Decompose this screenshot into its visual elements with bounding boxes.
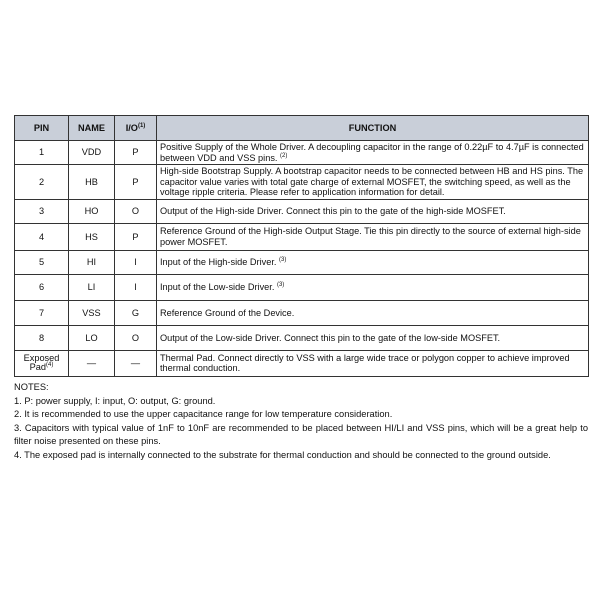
pin-number: 8 <box>15 325 69 350</box>
pin-function <box>157 199 589 223</box>
pin-function-text: Reference Ground of the Device. <box>160 307 295 318</box>
pin-description-page <box>14 115 588 463</box>
pin-number: 6 <box>15 274 69 300</box>
pin-name: HS <box>69 223 115 250</box>
notes-title: NOTES: <box>14 381 49 392</box>
pin-function-text: Thermal Pad. Connect directly to VSS with a large wide trace or polygon copper to achieve improved thermal conduction. <box>160 352 570 374</box>
header-name: NAME <box>69 116 115 141</box>
pin-io: P <box>115 223 157 250</box>
header-function: FUNCTION <box>157 116 589 141</box>
pin-number: 1 <box>15 141 69 165</box>
pin-number: 4 <box>15 223 69 250</box>
table-header-row <box>15 116 589 141</box>
pin-io: O <box>115 199 157 223</box>
header-io <box>115 116 157 141</box>
pin-number: 5 <box>15 250 69 274</box>
pin-name: VDD <box>69 141 115 165</box>
pin-name: LI <box>69 274 115 300</box>
pin-number <box>15 350 69 376</box>
table-row-exposed-pad <box>15 350 589 376</box>
header-io-label: I/O <box>125 122 138 133</box>
pin-io: G <box>115 300 157 325</box>
pin-function-text: Positive Supply of the Whole Driver. A decoupling capacitor in the range of 0.22µF to 4.7µF is connected between VDD and VSS pins. <box>160 142 584 163</box>
pin-name: — <box>69 350 115 376</box>
header-io-footnote: (1) <box>137 122 146 129</box>
pin-function <box>157 223 589 250</box>
pin-number: 7 <box>15 300 69 325</box>
exposed-pad-line1: Exposed <box>23 353 60 364</box>
table-row <box>15 300 589 325</box>
pin-function-footnote: (3) <box>279 257 287 264</box>
table-row <box>15 274 589 300</box>
note-item: 3. Capacitors with typical value of 1nF to 10nF are recommended to be placed between HI/LI and VSS pins, which will be a great help to filter noise presented on these pins. <box>14 422 588 447</box>
pin-name: HO <box>69 199 115 223</box>
pin-function-text: High-side Bootstrap Supply. A bootstrap capacitor needs to be connected between HB and HS pins. The capacitor value varies with total gate charge of external MOSFET, the switching speed, as well as the voltage ripple criteria. Please refer to application information for detail. <box>160 166 584 198</box>
pin-function-text: Reference Ground of the High-side Output Stage. Tie this pin directly to the source of external high-side power MOSFET. <box>160 226 581 247</box>
note-item: 2. It is recommended to use the upper capacitance range for low temperature consideration. <box>14 409 393 420</box>
pin-function <box>157 350 589 376</box>
pin-name: LO <box>69 325 115 350</box>
pin-function <box>157 250 589 274</box>
exposed-pad-line2: Pad <box>29 362 46 373</box>
table-row <box>15 250 589 274</box>
pin-name: HB <box>69 165 115 200</box>
table-row <box>15 199 589 223</box>
pin-io: O <box>115 325 157 350</box>
table-row <box>15 141 589 165</box>
pin-io: I <box>115 274 157 300</box>
pin-name: VSS <box>69 300 115 325</box>
pin-function-table <box>14 115 589 377</box>
pin-io: I <box>115 250 157 274</box>
pin-io: P <box>115 165 157 200</box>
notes-section <box>14 381 588 463</box>
pin-rows <box>15 141 589 377</box>
table-row <box>15 165 589 200</box>
pin-function <box>157 274 589 300</box>
note-item: 4. The exposed pad is internally connected to the substrate for thermal conduction and should be connected to the ground outside. <box>14 449 551 460</box>
pin-function <box>157 141 589 165</box>
pin-function-text: Input of the High-side Driver. <box>160 257 277 268</box>
pin-function-text: Output of the Low-side Driver. Connect this pin to the gate of the low-side MOSFET. <box>160 332 501 343</box>
pin-io: — <box>115 350 157 376</box>
pin-function-text: Input of the Low-side Driver. <box>160 282 275 293</box>
pin-function-text: Output of the High-side Driver. Connect this pin to the gate of the high-side MOSFET. <box>160 206 506 217</box>
pin-function <box>157 300 589 325</box>
pin-name: HI <box>69 250 115 274</box>
pin-function-footnote: (3) <box>276 282 285 289</box>
pin-number: 3 <box>15 199 69 223</box>
header-pin: PIN <box>15 116 69 141</box>
pin-io: P <box>115 141 157 165</box>
table-row <box>15 325 589 350</box>
pin-function <box>157 325 589 350</box>
note-item: 1. P: power supply, I: input, O: output, G: ground. <box>14 395 216 406</box>
exposed-pad-label <box>24 354 60 372</box>
pin-function-footnote: (2) <box>280 152 288 159</box>
table-row <box>15 223 589 250</box>
pin-number: 2 <box>15 165 69 200</box>
exposed-pad-footnote: (4) <box>46 362 54 369</box>
pin-function <box>157 165 589 200</box>
